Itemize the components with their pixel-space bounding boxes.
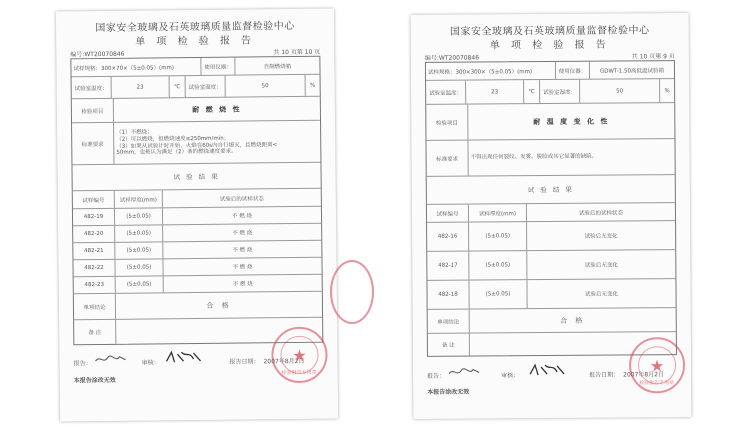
- reporter-label: 报告：: [427, 372, 446, 380]
- results-header-row: [427, 203, 675, 223]
- conclusion-label: 单项结论: [74, 294, 116, 319]
- sample-state: 试验后无变化: [584, 233, 618, 240]
- standard-label: 标准要求: [426, 141, 468, 176]
- col-id-header: 试样编号: [73, 191, 115, 208]
- conclusion-row: [74, 292, 322, 321]
- col-state-header: 试验后的试样状态: [219, 195, 264, 203]
- spec-row: [426, 61, 674, 81]
- temp-label: 试验室温度：: [426, 81, 466, 104]
- standard-line: 50mm，也被认为满足（2）条的燃烧速度要求。: [116, 148, 237, 157]
- results-title: 试 验 结 果: [173, 172, 220, 182]
- reviewer-label: 审核：: [141, 359, 160, 367]
- standard-line: （2）可以燃烧，但燃烧速度≤250mm/min；: [116, 135, 230, 143]
- sample-id: 482-22: [73, 260, 115, 276]
- sample-thickness: (5±0.05): [469, 280, 527, 308]
- remark-label: 备 注: [74, 320, 116, 344]
- spec-label: 试样规格：: [73, 65, 102, 72]
- sample-id: 482-17: [427, 252, 469, 280]
- humidity-unit: %: [309, 82, 316, 89]
- conclusion-row: [428, 308, 676, 334]
- sample-id: 482-16: [427, 223, 469, 251]
- standard-row: [72, 121, 320, 166]
- reviewer-label: 审核：: [501, 372, 520, 380]
- standard-text: [114, 121, 320, 164]
- sample-thickness: (5±0.05): [115, 242, 163, 259]
- stamp-label: 检验报告专用章: [281, 369, 317, 377]
- standard-line: 不得出现任何裂纹、发雾、脱胶或其它显著的缺陷。: [470, 153, 598, 161]
- instrument-value: GDWT-1.50高低温试验箱: [599, 67, 665, 75]
- sample-id: 482-23: [74, 277, 116, 293]
- date-label: 报告日期：: [589, 371, 620, 379]
- sample-state: 不 燃 烧: [232, 247, 253, 254]
- temp-unit: ℃: [170, 76, 186, 97]
- report-page-1: [56, 9, 338, 422]
- header-line1: 国家安全玻璃及石英玻璃质量监督检验中心: [449, 25, 650, 38]
- footer-note: 本报告涂改无效: [73, 376, 116, 385]
- remark-label: 备 注: [428, 334, 470, 356]
- sample-state: 不 燃 烧: [232, 264, 253, 271]
- report-table: [70, 56, 323, 346]
- sample-state: 不 燃 烧: [232, 281, 253, 288]
- humidity-value: 50: [580, 79, 660, 103]
- item-label: 检验项目: [72, 99, 114, 122]
- table-row: [427, 279, 675, 310]
- sample-id: 482-18: [427, 281, 469, 309]
- conclusion-value: 合 格: [560, 316, 586, 325]
- env-row: [426, 79, 674, 105]
- reporter-signature: [93, 353, 127, 365]
- report-number: 编号:WT20070846: [424, 54, 480, 62]
- star-icon: ★: [292, 345, 307, 365]
- humidity-value: 50: [226, 75, 306, 97]
- conclusion-label: 单项结论: [428, 310, 470, 333]
- col-thickness-header: 试样厚度(mm): [115, 190, 163, 208]
- spec-value: 300×300×（5±0.05）(mm): [455, 68, 533, 76]
- results-title: 试 验 结 果: [527, 185, 574, 195]
- temp-value: 23: [466, 80, 524, 103]
- temp-value: 23: [112, 76, 170, 98]
- instrument-value: 自制燃烧箱: [263, 63, 292, 70]
- item-row: [72, 97, 320, 124]
- header-line2: 单 项 检 验 报 告: [489, 39, 610, 52]
- item-row: [426, 103, 674, 141]
- env-row: [72, 75, 320, 100]
- standard-line: （1）不燃烧；: [116, 129, 153, 136]
- item-value: 耐 温 度 变 化 性: [533, 117, 610, 126]
- temp-label: 试验室温度：: [72, 77, 112, 98]
- conclusion-value: 合 格: [206, 301, 232, 310]
- report-number: 编号:WT20070846: [70, 50, 125, 59]
- table-row: [427, 221, 675, 252]
- reviewer-signature: [163, 349, 203, 365]
- page-info: 共 10 页第 9 页: [631, 53, 675, 61]
- temp-unit: ℃: [524, 80, 540, 103]
- spec-label: 试样规格：: [427, 69, 456, 76]
- header-line1: 国家安全玻璃及石英玻璃质量监督检验中心: [95, 20, 295, 35]
- sample-thickness: (5±0.05): [115, 259, 163, 276]
- sample-id: 482-21: [73, 243, 115, 259]
- header-line2: 单 项 检 验 报 告: [135, 35, 256, 48]
- item-label: 检验项目: [426, 105, 468, 140]
- date-value: 2007年8月2日: [263, 357, 305, 366]
- sample-thickness: (5±0.05): [469, 251, 527, 279]
- standard-line: （3）如果从试验计时开始，火焰在60s内自行熄灭，且燃烧距离<: [116, 141, 278, 150]
- report-page-2: [411, 13, 692, 419]
- footer-note: 本报告涂改无效: [427, 388, 470, 396]
- instrument-label: 使用仪器：: [201, 58, 235, 75]
- date-label: 报告日期：: [229, 358, 260, 366]
- reporter-label: 报告：: [73, 360, 92, 368]
- humidity-unit: %: [664, 87, 670, 94]
- instrument-label: 使用仪器：: [556, 62, 590, 79]
- sample-id: 482-19: [73, 209, 115, 225]
- reviewer-signature: [527, 362, 567, 378]
- col-id-header: 试样编号: [427, 205, 469, 222]
- sample-thickness: (5±0.05): [115, 225, 163, 242]
- sample-state: 试验后无变化: [585, 291, 619, 298]
- item-value: 耐 燃 烧 性: [192, 105, 242, 114]
- results-title-row: [72, 163, 320, 192]
- report-table: [425, 60, 677, 357]
- seam-stamp: [330, 260, 374, 324]
- sample-id: 482-20: [73, 226, 115, 242]
- table-row: [427, 250, 675, 281]
- standard-label: 标准要求: [72, 123, 114, 164]
- spec-value: 300×70×（5±0.05）(mm): [100, 64, 175, 72]
- humidity-label: 试验室湿度：: [540, 80, 580, 103]
- sample-thickness: (5±0.05): [115, 208, 163, 225]
- col-state-header: 试验后的试样状态: [578, 209, 624, 217]
- sample-state: 不 燃 烧: [232, 230, 253, 237]
- page-info: 共 10 页第 10 页: [273, 48, 321, 57]
- date-value: 2007年8月2日: [623, 371, 665, 379]
- sample-state: 不 燃 烧: [231, 213, 253, 220]
- sample-state: 试验后无变化: [584, 262, 618, 269]
- sample-thickness: (5±0.05): [469, 222, 527, 250]
- reporter-signature: [447, 365, 481, 377]
- results-title-row: [427, 175, 675, 205]
- sample-thickness: (5±0.05): [116, 276, 164, 293]
- stamp-label: 检验报告专用章: [639, 380, 675, 387]
- standard-row: [426, 139, 674, 177]
- standard-text: [468, 139, 674, 175]
- col-thickness-header: 试样厚度(mm): [469, 204, 527, 221]
- star-icon: ★: [649, 355, 665, 375]
- humidity-label: 试验室湿度：: [186, 76, 226, 97]
